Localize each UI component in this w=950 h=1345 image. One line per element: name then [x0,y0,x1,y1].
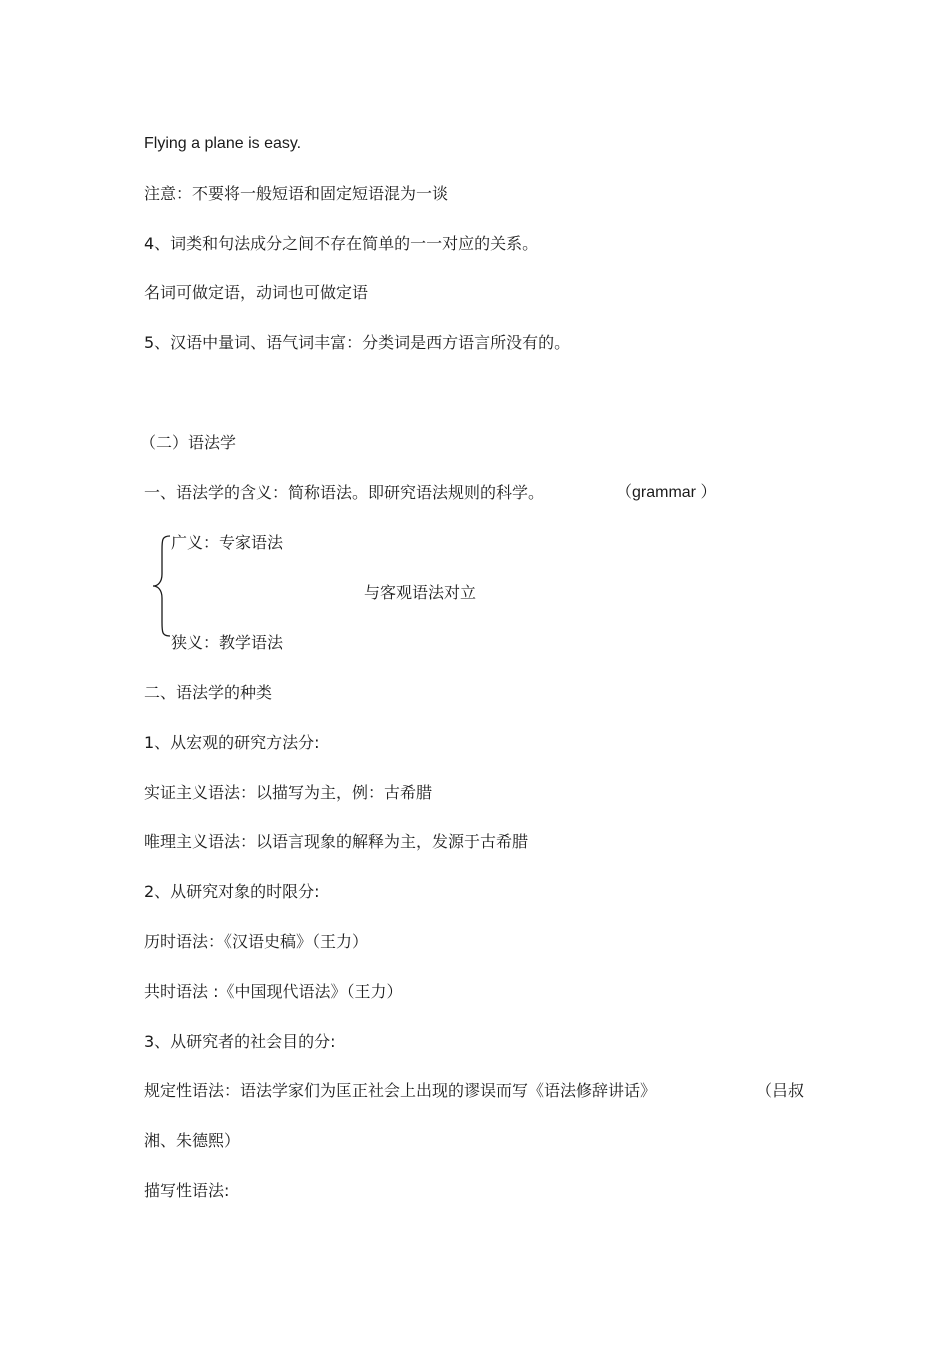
text-line: 实证主义语法：以描写为主，例：古希腊 [144,783,433,802]
text-line: 二、语法学的种类 [144,683,273,702]
definition-note: 与客观语法对立 [364,583,477,602]
text-line: 5、汉语中量词、语气词丰富：分类词是西方语言所没有的。 [144,333,571,352]
text-line: 共时语法 :《中国现代语法》（王力） [144,982,403,1001]
text-line: 描写性语法: [144,1181,230,1200]
text-line: 1、从宏观的研究方法分: [144,733,320,752]
text-line: 4、词类和句法成分之间不存在简单的一一对应的关系。 [144,234,539,253]
text-line: （grammar ） [616,484,717,501]
text-line: 2、从研究对象的时限分: [144,882,320,901]
section-heading: （二）语法学 [140,433,237,452]
text-line: Flying a plane is easy. [144,135,302,152]
text-line: 规定性语法：语法学家们为匡正社会上出现的谬误而写《语法修辞讲话》 [144,1081,657,1100]
definition-broad: 广义：专家语法 [171,533,284,552]
text-line: 唯理主义语法：以语言现象的解释为主，发源于古希腊 [144,832,529,851]
text-line: 一、语法学的含义：简称语法。即研究语法规则的科学。 [144,483,545,502]
text-line: 3、从研究者的社会目的分: [144,1032,336,1051]
text-line: 名词可做定语，动词也可做定语 [144,283,369,302]
definition-narrow: 狭义：教学语法 [171,633,284,652]
curly-brace-icon [150,534,172,638]
text-line: 湘、朱德熙） [144,1131,241,1150]
text-line: 历时语法：《汉语史稿》（王力） [144,932,369,951]
text-line: （吕叔 [756,1081,805,1100]
text-line: 注意：不要将一般短语和固定短语混为一谈 [144,184,449,203]
